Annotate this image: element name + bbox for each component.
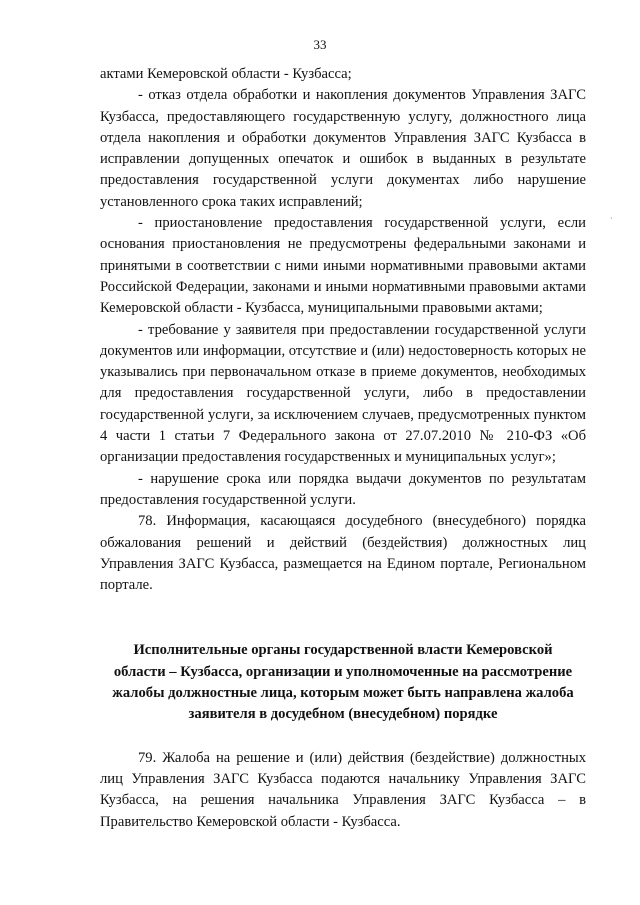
paragraph-79: 79. Жалоба на решение и (или) действия (бездействие) должностных лиц Управления ЗАГС Кузбасса подаются начальнику Управления ЗАГС Кузбасса, на решения начальника Управления ЗАГС Кузбасса – в Правительство Кемеровской области - Кузбасса. — [100, 749, 586, 830]
margin-mark: · — [610, 214, 613, 223]
paragraph-deadline-violation: - нарушение срока или порядка выдачи документов по результатам предоставления государственной услуги. — [100, 470, 586, 508]
paragraph-continuation: актами Кемеровской области - Кузбасса; — [100, 66, 352, 82]
paragraph-refusal-correction: - отказ отдела обработки и накопления документов Управления ЗАГС Кузбасса, предоставляющего государственную услугу, должностного лица отдела накопления и обработки документов Управления ЗАГС Кузбасса в исправлении допущенных опечаток и ошибок в выданных в результате предоставления государственной услуги документах либо нарушение установленного срока таких исправлений; — [100, 87, 586, 210]
paragraph-78: 78. Информация, касающаяся досудебного (внесудебного) порядка обжалования решений и действий (бездействия) должностных лиц Управления ЗАГС Кузбасса, размещается на Едином портале, Региональном портале. — [100, 513, 586, 594]
paragraph-suspension: - приостановление предоставления государственной услуги, если основания приостановления не предусмотрены федеральными законами и принятыми в соответствии с ними иными нормативными правовыми актами Российской Федерации, законами и иными нормативными правовыми актами Кемеровской области - Кузбасса, муниципальными правовыми актами; — [100, 215, 586, 317]
heading-line: жалобы должностные лица, которым может быть направлена жалоба — [112, 685, 574, 702]
page-number: 33 — [313, 37, 327, 52]
heading-line: области – Кузбасса, организации и уполномоченные на рассмотрение — [113, 663, 573, 680]
heading-line: Исполнительные органы государственной власти Кемеровской — [133, 642, 553, 659]
document-body — [100, 64, 586, 833]
paragraph-document-requirement: - требование у заявителя при предоставлении государственной услуги документов или информации, отсутствие и (или) недостоверность которых не указывались при первоначальном отказе в приеме документов, необходимых для предоставления государственной услуги, либо в предоставлении государственной услуги, за исключением случаев, предусмотренных пунктом 4 части 1 статьи 7 Федерального закона от 27.07.2010 № 210-ФЗ «Об организации предоставления государственных и муниципальных услуг»; — [100, 321, 586, 466]
section-heading — [100, 640, 586, 725]
heading-line: заявителя в досудебном (внесудебном) порядке — [188, 706, 498, 723]
